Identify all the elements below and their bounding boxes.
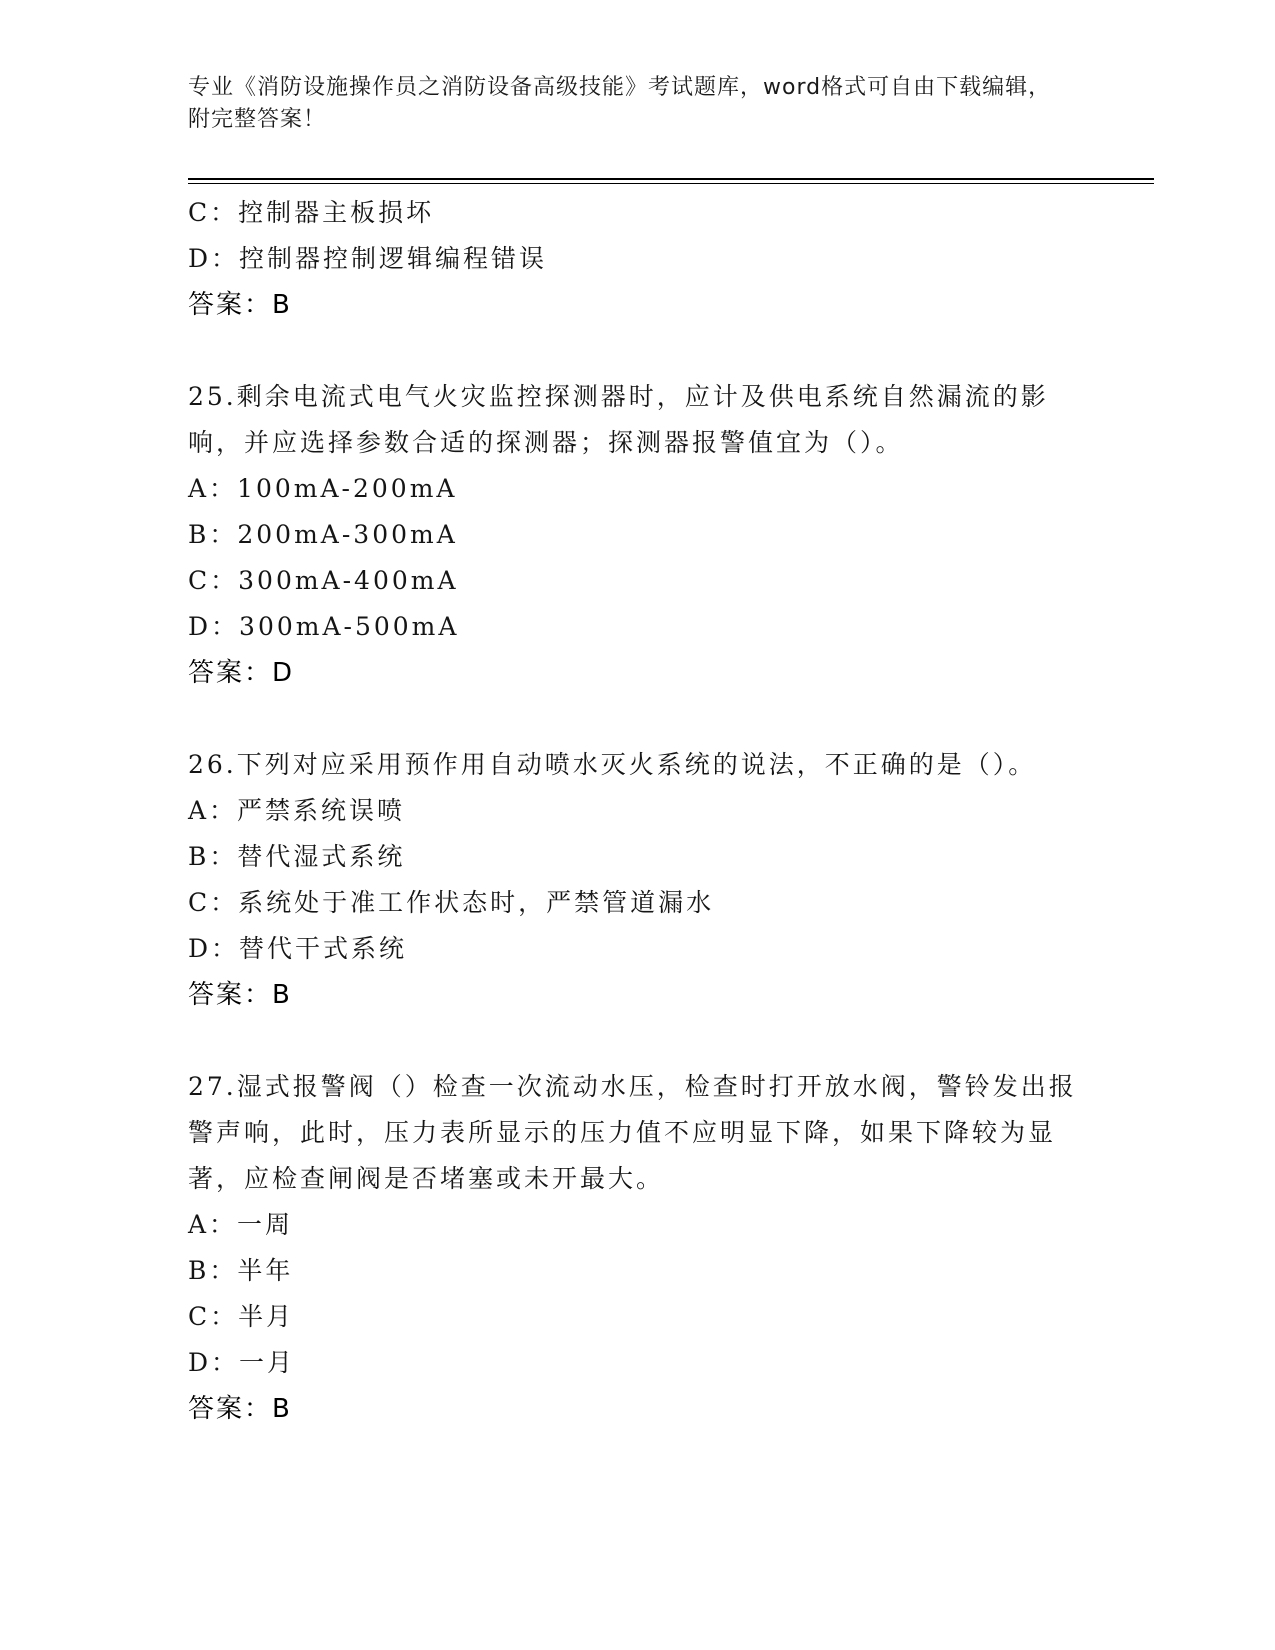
option-a: A：100mA-200mA (188, 474, 458, 503)
question-26 (188, 742, 1088, 1018)
header-divider-thin (188, 183, 1154, 184)
document-header: 专业《消防设施操作员之消防设备高级技能》考试题库，word格式可自由下载编辑，附完整答案！ (188, 75, 1052, 132)
answer: 答案：B (188, 290, 292, 320)
spacer (188, 328, 1088, 374)
option-b: B：200mA-300mA (188, 520, 458, 549)
spacer (188, 1018, 1088, 1064)
document-body (188, 190, 1088, 1432)
question-27 (188, 1064, 1088, 1432)
answer: 答案：B (188, 980, 292, 1010)
option-a: A：一周 (188, 1210, 294, 1239)
option-d: D：控制器控制逻辑编程错误 (188, 244, 548, 273)
option-d: D：一月 (188, 1348, 296, 1377)
option-c: C：控制器主板损坏 (188, 198, 435, 227)
option-c: C：300mA-400mA (188, 566, 459, 595)
option-c: C：系统处于准工作状态时，严禁管道漏水 (188, 888, 715, 917)
option-d: D：300mA-500mA (188, 612, 460, 641)
option-b: B：替代湿式系统 (188, 842, 406, 871)
answer: 答案：D (188, 658, 295, 688)
option-c: C：半月 (188, 1302, 295, 1331)
question-25 (188, 374, 1088, 696)
option-a: A：严禁系统误喷 (188, 796, 406, 825)
header-divider-thick (188, 178, 1154, 180)
answer: 答案：B (188, 1394, 292, 1424)
question-text: 26.下列对应采用预作用自动喷水灭火系统的说法，不正确的是（）。 (188, 750, 1037, 779)
option-d: D：替代干式系统 (188, 934, 408, 963)
question-text: 25.剩余电流式电气火灾监控探测器时，应计及供电系统自然漏流的影响，并应选择参数合适的探测器；探测器报警值宜为（）。 (188, 382, 1049, 457)
question-text: 27.湿式报警阀（）检查一次流动水压，检查时打开放水阀，警铃发出报警声响，此时，压力表所显示的压力值不应明显下降，如果下降较为显著，应检查闸阀是否堵塞或未开最大。 (188, 1072, 1077, 1193)
option-b: B：半年 (188, 1256, 294, 1285)
spacer (188, 696, 1088, 742)
question-24-continued (188, 190, 1088, 328)
